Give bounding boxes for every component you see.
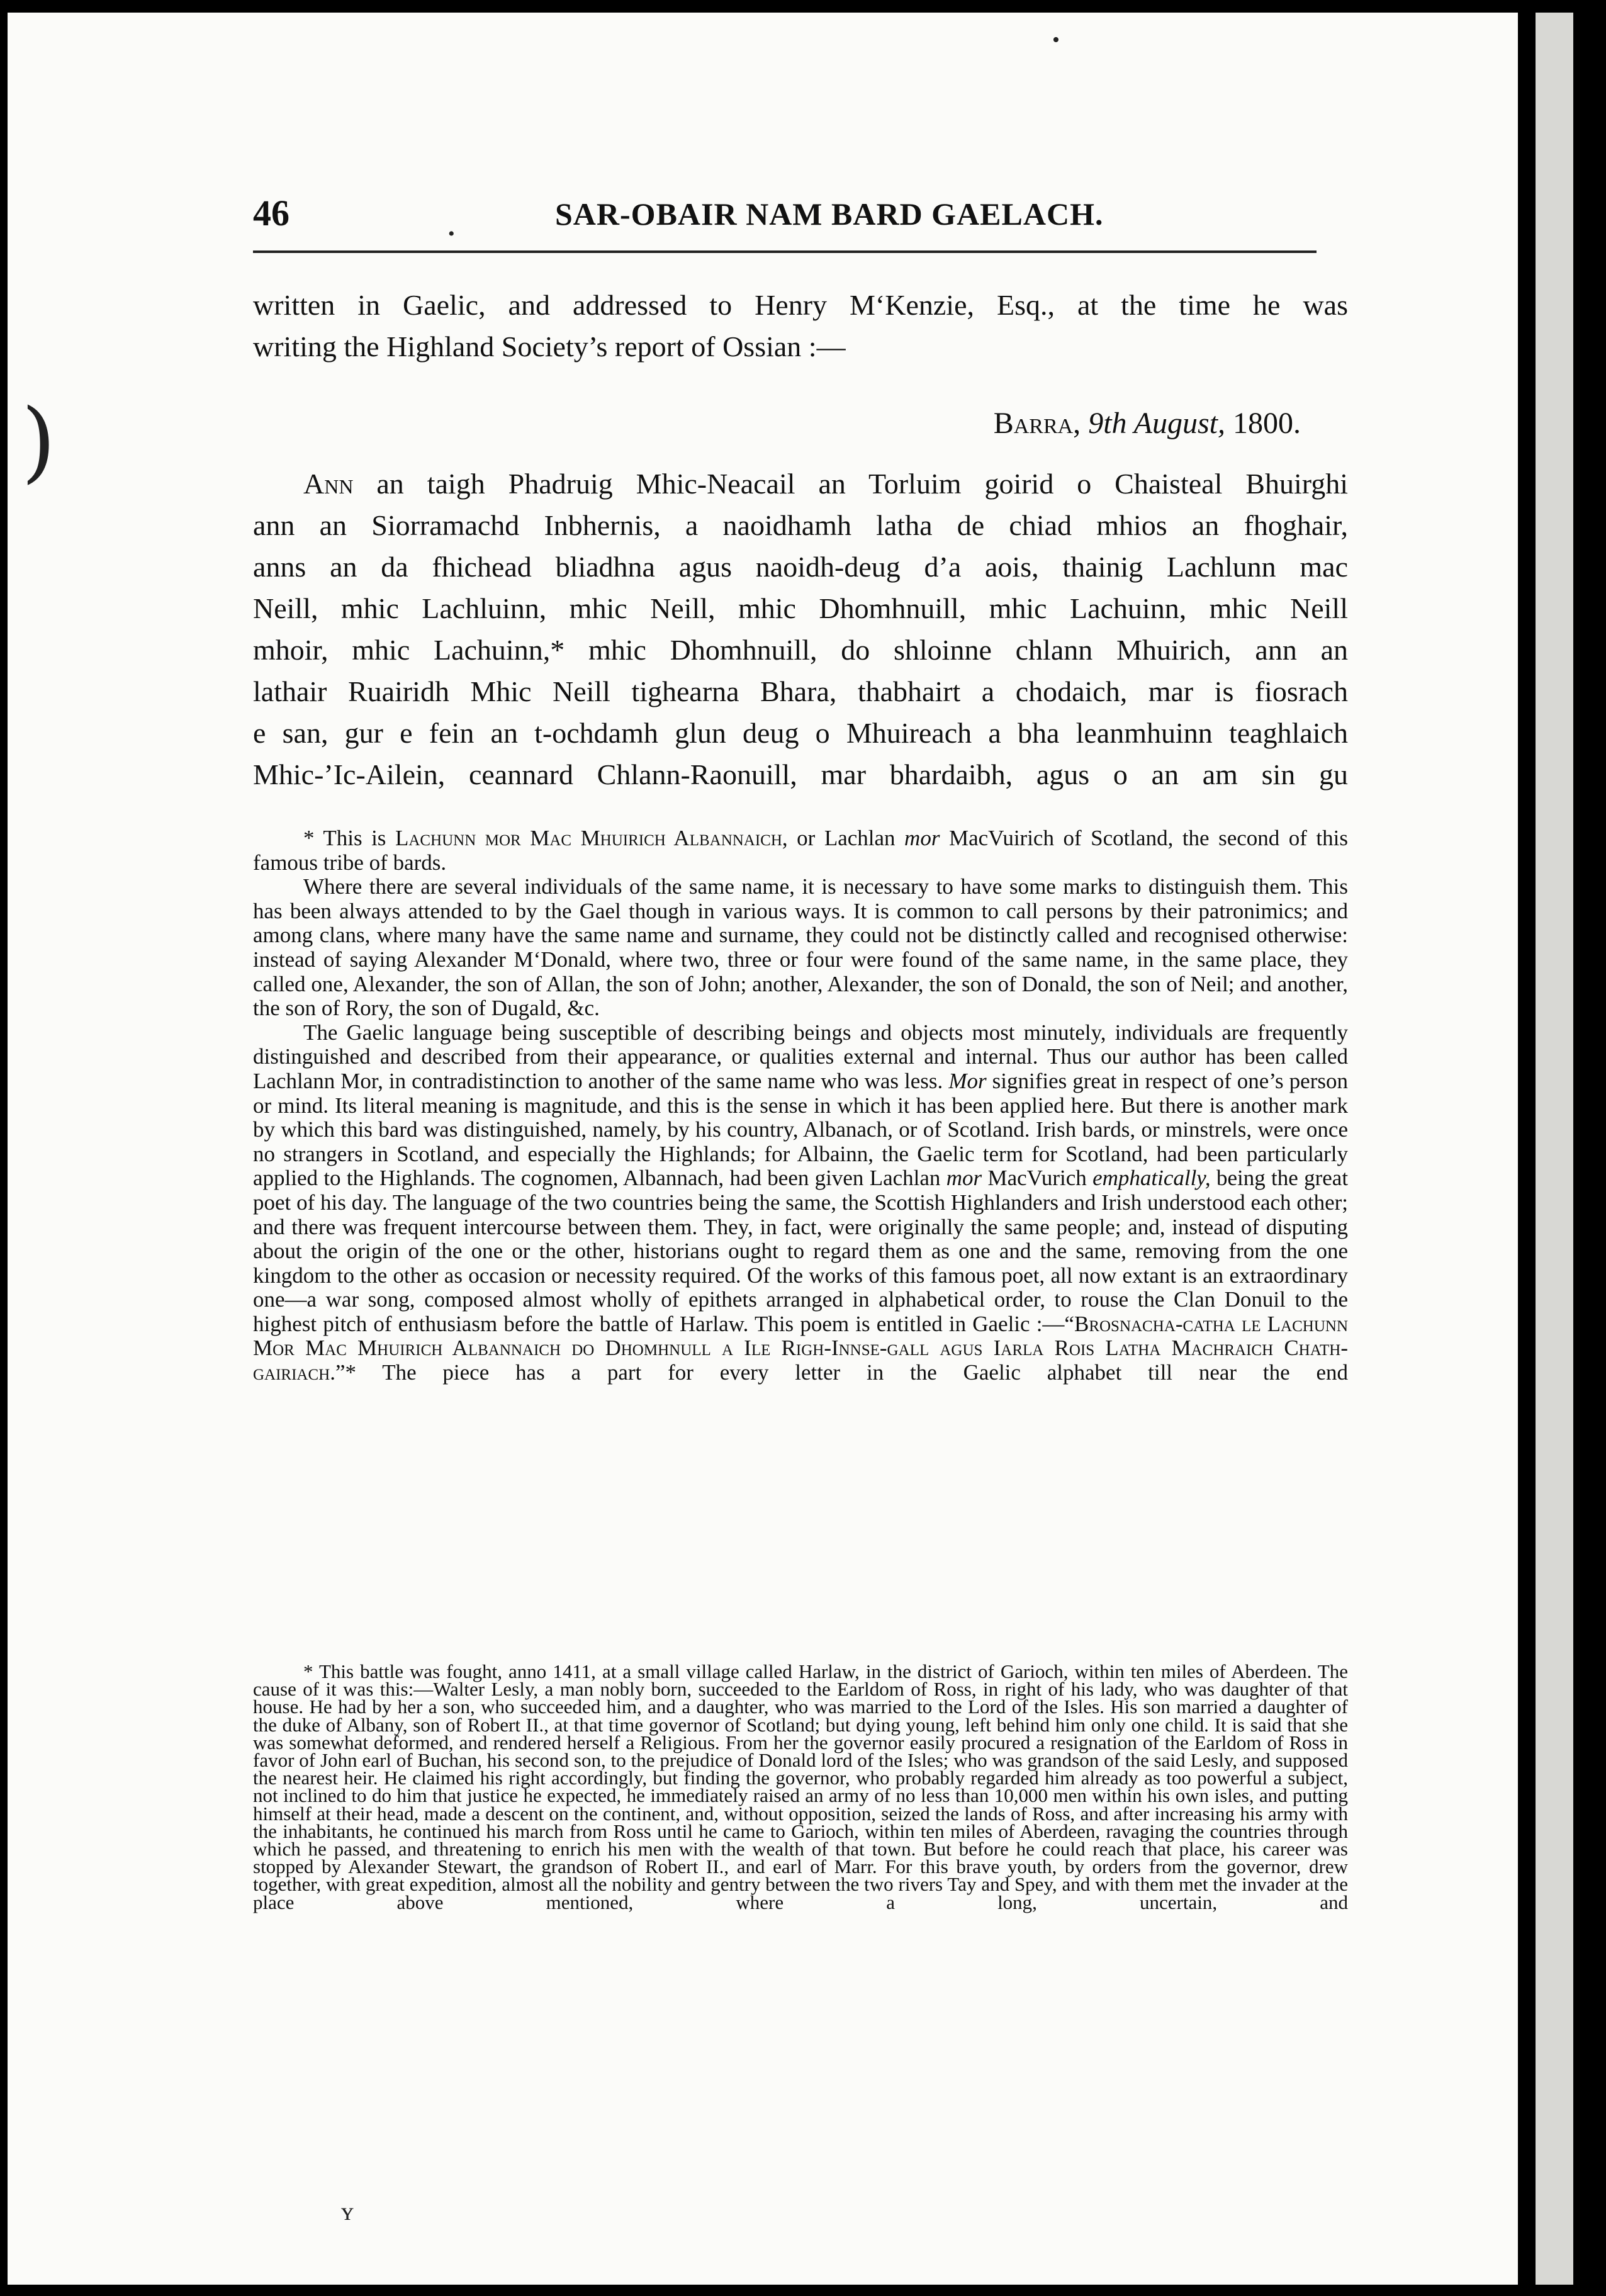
main-text-line: lathair Ruairidh Mhic Neill tighearna Bhara, thabhairt a chodaich, mar is fiosrach xyxy=(253,675,1348,707)
intro-line: written in Gaelic, and addressed to Henry M‘Kenzie, Esq., at the time he was xyxy=(253,289,1348,321)
main-text-line: anns an da fhichead bliadhna agus naoidh-deug d’a aois, thainig Lachlunn mac xyxy=(253,551,1348,583)
margin-ink-mark: ) xyxy=(21,390,56,493)
lead-word: Ann xyxy=(303,468,354,500)
footnote-italic: Mor xyxy=(948,1068,987,1093)
footnote-italic: mor xyxy=(904,826,940,850)
footnote-italic: emphatically, xyxy=(1092,1166,1211,1191)
footnote-smallcaps: Lachunn mor Mac Mhuirich Albannaich, xyxy=(395,826,788,850)
main-text-line: e san, gur e fein an t-ochdamh glun deug o Mhuireach a bha leanmhuinn teaghlaich xyxy=(253,717,1348,749)
main-text-line xyxy=(253,463,1348,505)
footnote-text: MacVurich xyxy=(987,1166,1087,1191)
footnote-paragraph xyxy=(253,826,1348,875)
print-speck: • xyxy=(1052,28,1060,52)
main-text-line: Mhic-’Ic-Ailein, ceannard Chlann-Raonuill, mar bhardaibh, agus o an am sin gu xyxy=(253,758,1348,791)
print-speck: • xyxy=(448,223,455,244)
footnote-paragraph: * This battle was fought, anno 1411, at a small village called Harlaw, in the district of Garioch, within ten miles of Aberdeen. The cause of it was this:—Walter Lesly, a man nobly born, succeeded to the Earldom of Ross, in right of his lady, who was daughter of that house. He had by her a son, who succeeded him, and a daughter, who was married to the Lord of the Isles. His son married a daughter of the duke of Albany, son of Robert II., at that time governor of Scotland; but dying young, left behind him only one child. It is said that she was somewhat deformed, and rendered herself a Religious. From her the governor easily procured a resignation of the Earldom of Ross in favor of John earl of Buchan, his second son, to the prejudice of Donald lord of the Isles; who was grandson of the said Lesly, and supposed the nearest heir. He claimed his right accordingly, but finding the governor, who probably regarded him already as too powerful a subject, not inclined to do him that justice he expected, he immediately raised an army of no less than 10,000 men within his own isles, and putting himself at their head, made a descent on the continent, and, without opposition, seized the lands of Ross, and after increasing his army with the inhabitants, he continued his march from Ross until he came to Garioch, within ten miles of Aberdeen, ravaging the countries through which he passed, and threatening to enrich his men with the wealth of that town. But before he could reach that place, his career was stopped by Alexander Stewart, the grandson of Robert II., and earl of Marr. For this brave youth, by orders from the governor, drew together, with great expedition, almost all the nobility and gentry between the two rivers Tay and Spey, and with them met the invader at the place above mentioned, where a long, uncertain, and xyxy=(253,1660,1348,1913)
footnote-italic: mor xyxy=(946,1166,982,1191)
footnote-text: or Lachlan xyxy=(797,826,896,850)
header-rule xyxy=(253,250,1317,253)
footnote-lachunn xyxy=(253,826,1348,1385)
footnote-text: ”* The piece has a part for every letter in the Gaelic alphabet till near the end xyxy=(335,1360,1348,1385)
intro-line: writing the Highland Society’s report of Ossian :— xyxy=(253,330,846,363)
footnote-paragraph: Where there are several individuals of the same name, it is necessary to have some marks to distinguish them. This has been always attended to by the Gael though in various ways. It is common to call persons by their patronimics; and among clans, where many have the same name and surname, they could not be distinctly called and recognised otherwise: instead of saying Alexander M‘Donald, where two, three or four were found of the same name, in the same place, they called one, Alexander, the son of Allan, the son of John; another, Alexander, the son of Donald, the son of Neil; and another, the son of Rory, the son of Dugald, &c. xyxy=(253,874,1348,1021)
dateline-date: 9th August, xyxy=(1088,407,1225,440)
print-speck: ʏ xyxy=(341,2197,354,2226)
footnote-text: being the great poet of his day. The language of the two countries being the same, the Scottish Highlanders and Irish understood each other; and there was frequent intercourse between them. They, in fact, were originally the same people; and, instead of disputing about the origin of the one or the other, historians ought to regard them as one and the same, removing from the one kingdom to the other as occasion or necessity required. Of the works of this famous poet, all now extant is an extraordinary one—a war song, composed almost wholly of epithets arranged in alphabetical order, to rouse the Clan Donuil to the highest pitch of enthusiasm before the battle of Harlaw. This poem is entitled in Gaelic :—“ xyxy=(253,1166,1349,1336)
dateline xyxy=(994,406,1301,441)
dateline-year: 1800. xyxy=(1233,407,1301,440)
footnote-harlaw xyxy=(253,1660,1348,1913)
main-text-line: ann an Siorramachd Inbhernis, a naoidhamh latha de chiad mhios an fhoghair, xyxy=(253,509,1348,541)
page-header xyxy=(253,192,1361,242)
footnote-text: signifies great in respect of one’s person or mind. Its literal meaning is magnitude, and this is the sense in which it has been applied here. But there is another mark by which this bard was distinguished, namely, by his country, Albanach, or of Scotland. Irish bards, or minstrels, were once no strangers in Scotland, and especially the Highlands; for Albainn, the Gaelic term for Scotland, had been particularly applied to the Highlands. The cognomen, Albannach, had been given Lachlan xyxy=(253,1068,1348,1191)
running-title: SAR-OBAIR NAM BARD GAELACH. xyxy=(555,196,1104,232)
scan-edge xyxy=(1518,0,1606,2296)
book-page xyxy=(8,13,1518,2285)
main-gaelic-text xyxy=(253,463,1348,796)
intro-paragraph xyxy=(253,284,1348,368)
dateline-place: Barra, xyxy=(993,407,1081,440)
page-number: 46 xyxy=(253,193,289,234)
main-text-line-content: an taigh Phadruig Mhic-Neacail an Torluim goirid o Chaisteal Bhuirghi xyxy=(376,468,1349,500)
next-page-edge xyxy=(1536,13,1573,2285)
poem-title-smallcaps: Brosnacha-catha le Lachunn Mor Mac Mhuirich Albannaich do Dhomhnull a Ile Righ-Innse-gall agus Iarla Rois Latha Machraich Chath-gairiach. xyxy=(253,1311,1348,1385)
footnote-paragraph xyxy=(253,1021,1348,1385)
main-text-line: Neill, mhic Lachluinn, mhic Neill, mhic Dhomhnuill, mhic Lachuinn, mhic Neill xyxy=(253,592,1348,624)
footnote-text: MacVuirich of Scotland, the second of this famous tribe of bards. xyxy=(253,826,1349,875)
main-text-line: mhoir, mhic Lachuinn,* mhic Dhomhnuill, do shloinne chlann Mhuirich, ann an xyxy=(253,634,1348,666)
footnote-text: The Gaelic language being susceptible of describing beings and objects most minutely, individuals are frequently distinguished and described from their appearance, or qualities external and internal. Thus our author has been called Lachlann Mor, in contradistinction to another of the same name who was less. xyxy=(253,1020,1348,1093)
footnote-text: * This is xyxy=(303,826,386,850)
